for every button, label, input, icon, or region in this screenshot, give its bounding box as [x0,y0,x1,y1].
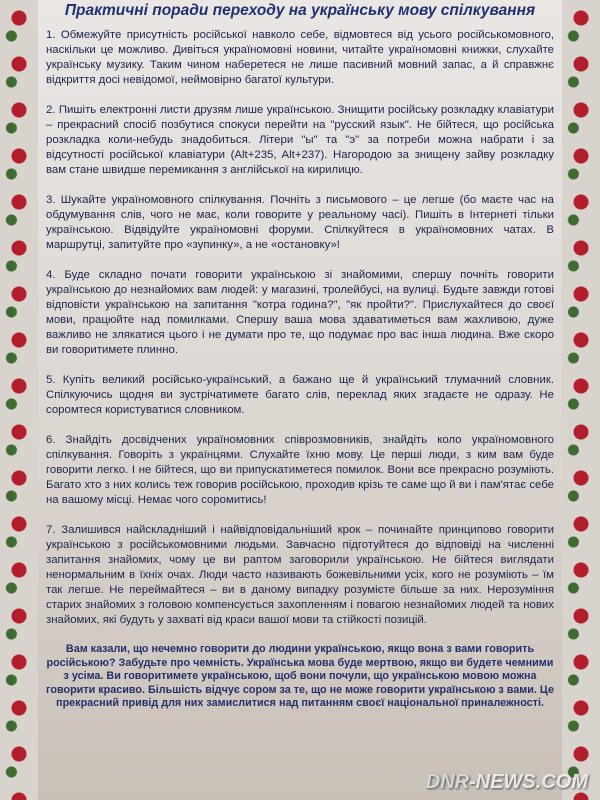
tip-3: 3. Шукайте україномовного спілкування. Почніть з письмового – це легше (бо маєте час на обдумування слів, чого не має, коли говорите у реальному часі). Пишіть в Інтернеті тільки українською. Відвідуйте україномовні форуми. Спілкуйтеся в україномовних чатах. В маршрутці, запитуйте про «зупинку», а не «остановку»! [46,194,554,251]
tip-6: 6. Знайдіть досвідчених україномовних співрозмовників, знайдіть коло україномовного спілкування. Говоріть з українцями. Слухайте їхню мову. Це перші люди, з ким вам буде говорити легко. І не бійтеся, що ви припускатиметеся помилок. Вони все прекрасно розуміють. Багато хто з них колись теж говорив російською, проходив крізь те саме що й ви і пам'ятає себе на вашому місці. Немає чого соромитись! [46,434,554,506]
poster-content [38,0,562,800]
tip-7: 7. Залишився найскладніший і найвідповідальніший крок – починайте принципово говорити українською з російськомовними людьми. Завчасно підготуйтеся до відповіді на численні запитання знайомих, чому це ви раптом заговорили українською. Не бійтеся виглядати ненормальним в їхніх очах. Люди часто називають божевільними усіх, кого не розуміють – їм так легше. Не переймайтеся – ви в даному випадку розумієте більше за них. Нерозуміння старих знайомих з головою компенсується захопленням і повагою незнайомих людей та нових знайомих, які будуть у захваті від краси вашої мови та стійкості позицій. [46,524,554,626]
tip-4: 4. Буде складно почати говорити українською зі знайомими, спершу почніть говорити українською до незнайомих вам людей: у магазині, тролейбусі, на вулиці. Будьте завжди готові відповісти українською на запитання "котра година?", "як пройти?". Прислухайтеся до своєї мови, працюйте над помилками. Спершу ваша мова здаватиметься вам жахливою, дуже важливо не злякатися цього і не думати про те, що подумає про вас інша людина. Вже скоро ви говоритимете плинно. [46,269,554,356]
poster-title: Практичні поради переходу на українську мову спілкування [64,2,536,19]
closing-paragraph: Вам казали, що нечемно говорити до людини українською, якщо вона з вами говорить російською? Забудьте про чемність. Українська мова буде мертвою, якщо ви будете чемними з усіма. Ви говоритимете українською, щоб вони почули, що українською мовою можна говорити красиво. Більшість відчує сором за те, що не може говорити українською з вами. Це прекрасний привід для них замислитися над питанням своєї національної приналежності. [46,643,554,710]
site-watermark [426,771,588,794]
tip-2: 2. Пишіть електронні листи друзям лише українською. Знищити російську розкладку клавіатури – прекрасний спосіб позбутися спокуси перейти на "русский язык". Не бійтеся, що російська розкладка коли-небудь знадобиться. Літери "ы" та "э" за потреби можна набрати і за відсутності російської клавіатури (Alt+235, Alt+237). Нагородою за знищену зайву розкладку вам стане швидше перемикання з англійської на кирилицю. [46,104,554,176]
floral-border-right [562,0,600,800]
tip-5: 5. Купіть великий російсько-український, а бажано ще й український тлумачний словник. Спілкуючись щодня ви зустрічатимете багато слів, переклад яких згадаєте не одразу. Не соромтеся користуватися словником. [46,374,554,416]
floral-border-left [0,0,38,800]
watermark-prefix: DNR [425,771,470,793]
watermark-suffix: -NEWS.COM [469,771,588,793]
tip-1: 1. Обмежуйте присутність російської навколо себе, відмовтеся від усього російськомовного, наскільки це можливо. Дивіться україномовні новини, читайте україномовні книжки, слухайте українську музику. Таким чином наберетеся не лише пасивний мовний запас, а й справжнє відкриття досі невідомої, неймовірно багатої культури. [46,29,554,86]
